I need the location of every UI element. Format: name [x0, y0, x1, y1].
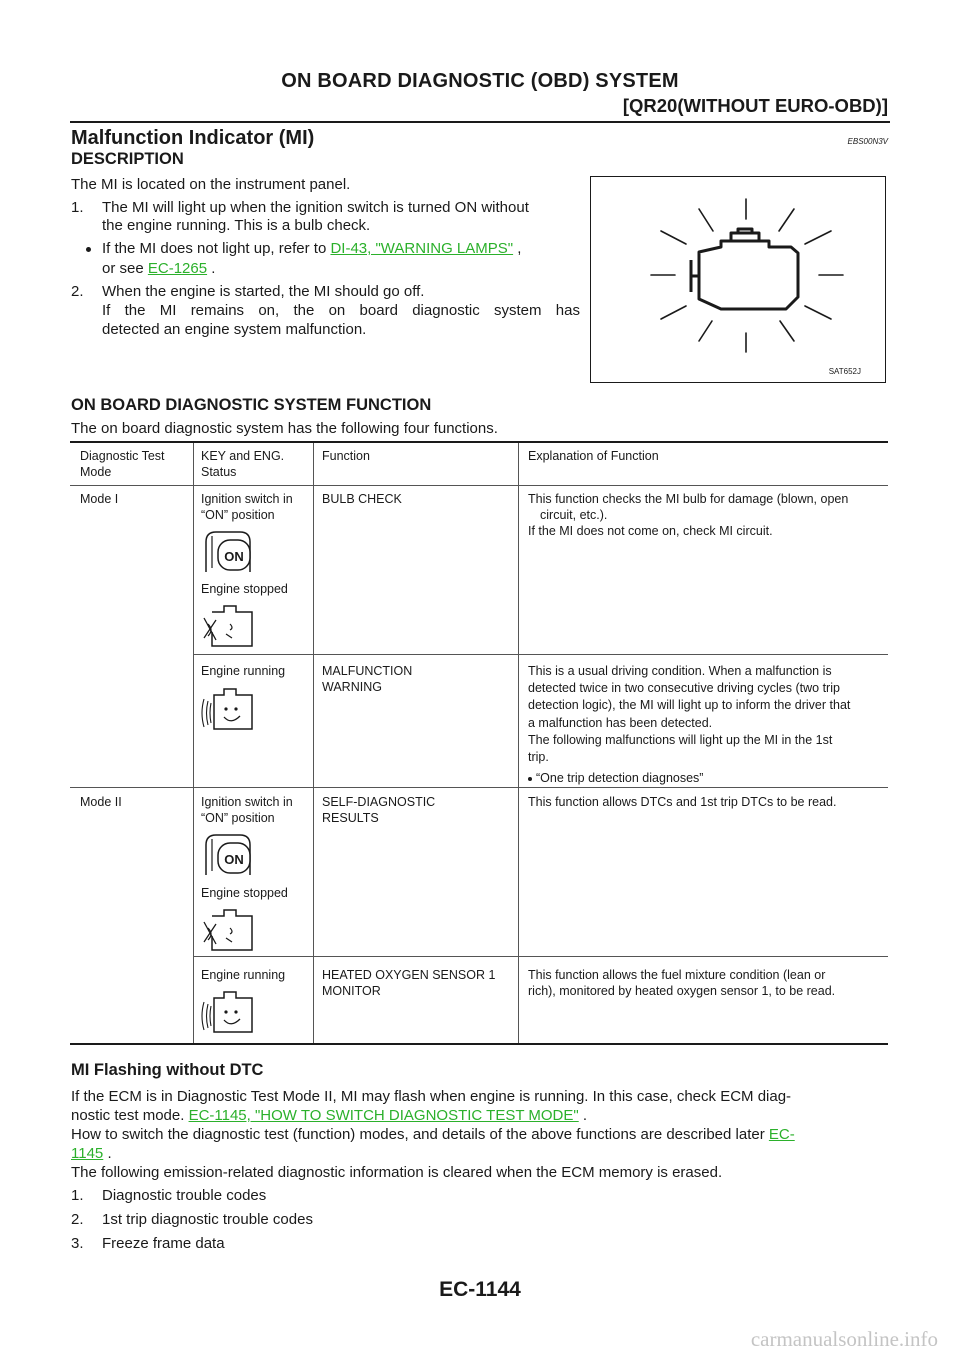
col-header-explanation: Explanation of Function: [528, 449, 659, 463]
row3-func-line1: SELF-DIAGNOSTIC: [322, 795, 436, 809]
list-item-num: 3.: [71, 1235, 84, 1252]
row1-explanation: [528, 491, 848, 539]
description-item1-num: 1.: [71, 199, 84, 216]
bullet-text-end: .: [211, 260, 216, 277]
status-engine-stopped: Engine stopped: [201, 582, 288, 596]
table-col-divider: [193, 443, 194, 485]
page-header-subtitle: [QR20(WITHOUT EURO-OBD)]: [622, 95, 888, 116]
row2-exp-line5: The following malfunctions will light up the MI in the 1st: [528, 732, 833, 747]
mi-flashing-line2-pre: nostic test mode.: [71, 1107, 185, 1124]
description-heading: DESCRIPTION: [71, 150, 184, 168]
mi-flashing-line5: The following emission-related diagnostic information is cleared when the ECM memory is erased.: [71, 1164, 723, 1181]
mode-1-label: Mode I: [80, 492, 119, 506]
row4-exp-line1: This function allows the fuel mixture condition (lean or: [528, 968, 826, 982]
ignition-line2: “ON” position: [201, 508, 275, 522]
ignition-line1: Ignition switch in: [201, 492, 293, 506]
table-row-divider: [193, 654, 888, 655]
mi-flashing-heading: MI Flashing without DTC: [71, 1061, 264, 1079]
description-item2-line2: If the MI remains on, the on board diagnostic system has: [102, 302, 580, 319]
row1-exp-line1: This function checks the MI bulb for damage (blown, open: [528, 492, 849, 506]
status-engine-running: Engine running: [201, 968, 286, 982]
engine-running-icon: [200, 986, 256, 1036]
table-row-divider: [193, 956, 888, 957]
list-item-text: 1st trip diagnostic trouble codes: [102, 1211, 313, 1228]
row2-exp-line3: detection logic), the MI will light up to inform the driver that: [528, 698, 851, 713]
section-title: Malfunction Indicator (MI): [71, 127, 315, 149]
list-item-num: 1.: [71, 1187, 84, 1204]
description-item2-num: 2.: [71, 283, 84, 300]
row4-exp-line2: rich), monitored by heated oxygen sensor 1, to be read.: [528, 984, 836, 998]
row3-func-line2: RESULTS: [322, 811, 379, 825]
bullet-text-mid: ,: [517, 240, 522, 257]
row2-exp-line6: trip.: [528, 750, 549, 765]
row4-explanation: [528, 967, 835, 999]
row2-function: [322, 663, 412, 695]
bullet-text-pre2: or see: [102, 260, 144, 277]
col-header-function: Function: [322, 449, 370, 463]
table-col-divider: [193, 485, 194, 1043]
row2-exp-bullet: [528, 770, 850, 787]
ignition-line1: Ignition switch in: [201, 795, 293, 809]
list-item-text: Diagnostic trouble codes: [102, 1187, 267, 1204]
page-header-title: ON BOARD DIAGNOSTIC (OBD) SYSTEM: [281, 70, 679, 92]
mi-flashing-line3: [71, 1124, 795, 1145]
list-item-num: 2.: [71, 1211, 84, 1228]
description-bullet-line2: [102, 258, 215, 279]
bullet-text-pre: If the MI does not light up, refer to: [102, 240, 327, 257]
description-item1-line2: the engine running. This is a bulb check.: [102, 217, 371, 234]
link-ec-1265[interactable]: EC-1265: [147, 260, 208, 277]
status-ignition-on: [201, 491, 293, 523]
row4-function: [322, 967, 495, 999]
row1-exp-line3: If the MI does not come on, check MI circuit.: [528, 524, 773, 538]
description-bullet-list-item: [86, 238, 91, 259]
mi-flashing-line2-end: .: [582, 1107, 588, 1124]
mi-flashing-line3-pre: How to switch the diagnostic test (function) modes, and details of the above functions are described later: [71, 1126, 765, 1143]
col-header-mode-line1: Diagnostic Test: [80, 449, 165, 463]
link-ec-1145-part2[interactable]: 1145: [71, 1145, 104, 1162]
watermark: carmanualsonline.info: [750, 1327, 938, 1351]
ignition-key-on-icon: [200, 831, 256, 879]
row3-explanation: This function allows DTCs and 1st trip DTCs to be read.: [528, 795, 837, 809]
row2-func-line1: MALFUNCTION: [322, 664, 413, 678]
row2-func-line2: WARNING: [322, 680, 382, 694]
bullet-dot: [528, 777, 532, 781]
status-engine-running: Engine running: [201, 664, 286, 678]
figure-caption: SAT652J: [828, 367, 861, 376]
description-item2-line3: detected an engine system malfunction.: [102, 321, 367, 338]
mi-flashing-line4: [71, 1143, 112, 1164]
description-item1-line1: The MI will light up when the ignition switch is turned ON without: [102, 199, 529, 216]
mi-flashing-line2: [71, 1105, 587, 1126]
list-item-text: Freeze frame data: [102, 1235, 225, 1252]
table-bottom-rule: [70, 1043, 888, 1045]
col-header-status-line2: Status: [201, 465, 237, 479]
ignition-key-on-icon: [200, 528, 256, 576]
status-ignition-on: [201, 794, 293, 826]
svg-text:ON: ON: [224, 549, 244, 564]
row3-function: [322, 794, 435, 826]
mi-flashing-line4-end: .: [107, 1145, 112, 1162]
bullet-dot: [86, 247, 91, 252]
header-rule: [70, 121, 890, 123]
mi-flashing-line1: If the ECM is in Diagnostic Test Mode II, MI may flash when engine is running. In this case, check ECM diag-: [71, 1088, 792, 1105]
mode-2-label: Mode II: [80, 795, 122, 809]
obd-function-heading: ON BOARD DIAGNOSTIC SYSTEM FUNCTION: [71, 396, 432, 414]
link-ec-1145-switch-diagnostic-test-mode[interactable]: EC-1145, "HOW TO SWITCH DIAGNOSTIC TEST MODE": [188, 1107, 579, 1124]
row2-exp-line4: a malfunction has been detected.: [528, 715, 713, 730]
col-header-status-line1: KEY and ENG.: [201, 449, 285, 463]
description-item2-line1: When the engine is started, the MI should go off.: [102, 283, 425, 300]
row2-explanation: [528, 663, 850, 787]
status-engine-stopped: Engine stopped: [201, 886, 288, 900]
section-code: EBS00N3V: [847, 137, 888, 146]
engine-running-icon: [200, 683, 256, 733]
description-p1: The MI is located on the instrument panel.: [71, 176, 351, 193]
row1-exp-line2: circuit, etc.).: [540, 508, 608, 522]
row4-func-line1: HEATED OXYGEN SENSOR 1: [322, 968, 496, 982]
table-col-divider: [313, 443, 314, 1043]
obd-function-intro: The on board diagnostic system has the following four functions.: [71, 420, 498, 437]
row2-exp-line1: This is a usual driving condition. When a malfunction is: [528, 664, 832, 678]
col-header-status: [201, 448, 284, 480]
row1-function: BULB CHECK: [322, 492, 402, 506]
page-number: EC-1144: [439, 1278, 521, 1301]
table-col-divider: [518, 443, 519, 1043]
row2-exp-bullet-text: “One trip detection diagnoses”: [536, 771, 704, 786]
svg-text:ON: ON: [224, 852, 244, 867]
row2-exp-line2: detected twice in two consecutive driving cycles (two trip: [528, 681, 840, 696]
link-di-43-warning-lamps[interactable]: DI-43, "WARNING LAMPS": [330, 240, 514, 257]
row4-func-line2: MONITOR: [322, 984, 381, 998]
col-header-mode-line2: Mode: [80, 465, 112, 479]
engine-stopped-icon: [200, 600, 256, 650]
mi-lamp-figure: [590, 176, 886, 383]
description-bullet-line1: [102, 238, 521, 259]
check-engine-lamp-icon: [591, 177, 885, 382]
ignition-line2: “ON” position: [201, 811, 275, 825]
link-ec-1145-part1[interactable]: EC-: [768, 1126, 795, 1143]
col-header-mode: [80, 448, 165, 480]
engine-stopped-icon: [200, 904, 256, 954]
